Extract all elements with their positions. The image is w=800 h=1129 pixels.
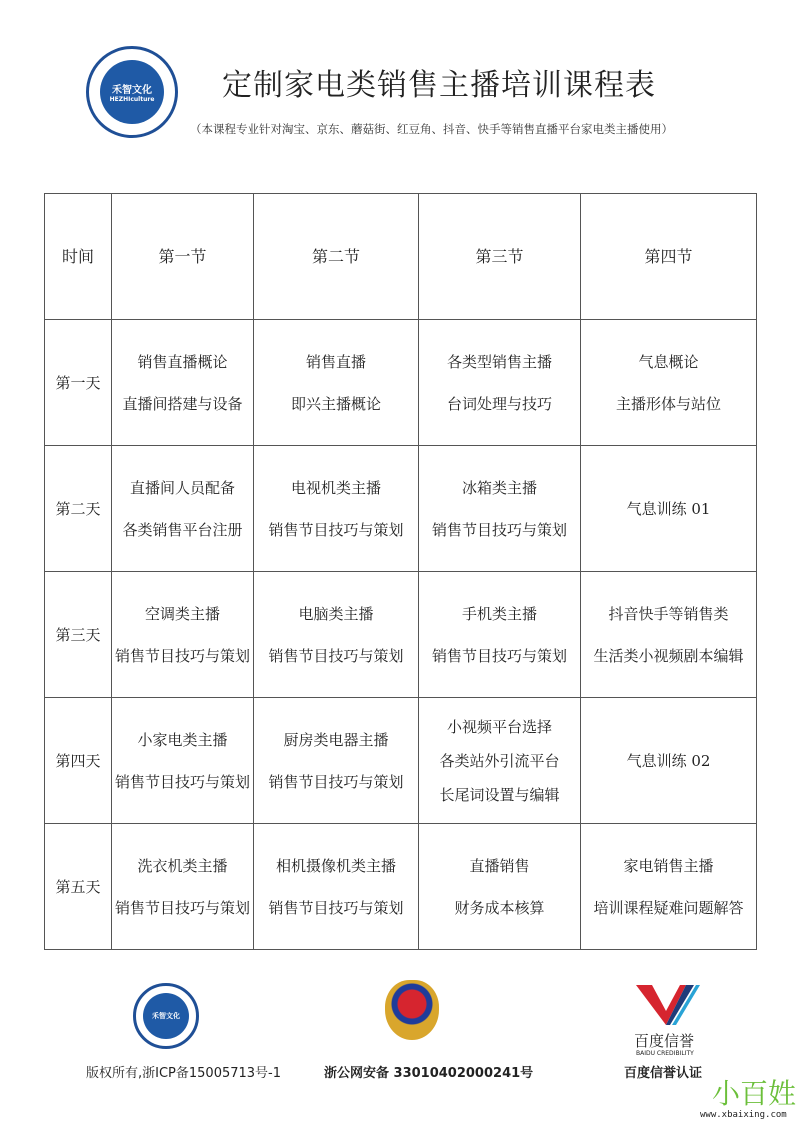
course-line: 即兴主播概论 (290, 394, 381, 413)
course-cell (581, 320, 757, 446)
baidu-credibility-logo (636, 985, 700, 1025)
course-line: 相机摄像机类主播 (275, 856, 396, 875)
course-cell (419, 824, 581, 950)
course-line: 抖音快手等销售类 (608, 604, 729, 623)
header-row (45, 194, 757, 320)
column-header: 时间 (45, 194, 112, 320)
course-cell (581, 446, 757, 572)
course-cell (419, 572, 581, 698)
course-cell (112, 446, 254, 572)
page-subtitle: （本课程专业针对淘宝、京东、蘑菇街、红豆角、抖音、快手等销售直播平台家电类主播使用） (190, 122, 673, 136)
course-cell (112, 698, 254, 824)
baidu-logo-text: 百度信誉 (634, 1032, 695, 1050)
course-line: 销售节目技巧与策划 (268, 898, 404, 917)
course-line: 直播间人员配备 (129, 478, 235, 497)
course-cell (581, 824, 757, 950)
course-line: 长尾词设置与编辑 (439, 785, 560, 804)
course-line: 台词处理与技巧 (446, 394, 552, 413)
course-line: 生活类小视频剧本编辑 (593, 646, 744, 665)
course-cell (581, 572, 757, 698)
course-line: 销售节目技巧与策划 (268, 772, 404, 791)
copyright-text: 版权所有,浙ICP备15005713号-1 (86, 1066, 282, 1081)
course-cell (254, 572, 419, 698)
course-line: 销售直播概论 (137, 352, 228, 371)
watermark-url: www.xbaixing.com (700, 1110, 787, 1120)
course-line: 气息概论 (638, 352, 699, 371)
table-row (45, 824, 757, 950)
course-line: 销售节目技巧与策划 (268, 520, 404, 539)
course-line: 各类站外引流平台 (439, 751, 560, 770)
course-cell (581, 698, 757, 824)
police-record-text: 浙公网安备 33010402000241号 (324, 1066, 534, 1081)
course-line: 电视机类主播 (290, 478, 381, 497)
course-line: 气息训练 02 (626, 751, 711, 770)
day-cell: 第二天 (45, 446, 112, 572)
table-row (45, 572, 757, 698)
course-line: 培训课程疑难问题解答 (593, 898, 744, 917)
course-line: 销售节目技巧与策划 (431, 520, 567, 539)
page-title: 定制家电类销售主播培训课程表 (222, 68, 656, 103)
table-row (45, 446, 757, 572)
course-line: 气息训练 01 (626, 499, 711, 518)
course-line: 家电销售主播 (623, 856, 714, 875)
course-line: 直播销售 (469, 856, 530, 875)
logo-text: 禾智文化 (152, 1012, 180, 1020)
course-line: 销售节目技巧与策划 (431, 646, 567, 665)
course-schedule-table (44, 193, 757, 950)
course-line: 销售节目技巧与策划 (114, 772, 250, 791)
course-line: 手机类主播 (461, 604, 537, 623)
course-cell (112, 572, 254, 698)
footer-company-logo (133, 983, 199, 1049)
day-cell: 第五天 (45, 824, 112, 950)
course-cell (254, 824, 419, 950)
column-header: 第二节 (254, 194, 419, 320)
company-logo (86, 46, 178, 138)
course-line: 各类型销售主播 (446, 352, 552, 371)
course-line: 直播间搭建与设备 (122, 394, 243, 413)
course-line: 销售节目技巧与策划 (114, 646, 250, 665)
course-line: 厨房类电器主播 (283, 730, 389, 749)
course-line: 电脑类主播 (298, 604, 374, 623)
course-cell (112, 320, 254, 446)
course-cell (419, 446, 581, 572)
watermark: 小百姓 (712, 1077, 797, 1110)
baidu-logo-en: BAIDU CREDIBILITY (636, 1050, 694, 1057)
course-line: 冰箱类主播 (461, 478, 537, 497)
course-cell (112, 824, 254, 950)
logo-text-en: HEZHIculture (109, 96, 155, 103)
logo-text: 禾智文化 (112, 85, 152, 96)
course-line: 主播形体与站位 (615, 394, 721, 413)
day-cell: 第一天 (45, 320, 112, 446)
course-cell (254, 698, 419, 824)
column-header: 第一节 (112, 194, 254, 320)
course-line: 各类销售平台注册 (122, 520, 243, 539)
course-line: 财务成本核算 (454, 898, 545, 917)
table-row (45, 698, 757, 824)
column-header: 第四节 (581, 194, 757, 320)
course-line: 销售直播 (305, 352, 366, 371)
police-emblem-icon (385, 980, 439, 1040)
course-line: 销售节目技巧与策划 (268, 646, 404, 665)
course-line: 空调类主播 (144, 604, 220, 623)
course-line: 小视频平台选择 (446, 717, 552, 736)
baidu-cert-text: 百度信誉认证 (624, 1066, 703, 1081)
table-row (45, 320, 757, 446)
course-line: 销售节目技巧与策划 (114, 898, 250, 917)
day-cell: 第四天 (45, 698, 112, 824)
course-cell (419, 698, 581, 824)
column-header: 第三节 (419, 194, 581, 320)
course-line: 小家电类主播 (137, 730, 228, 749)
course-cell (254, 320, 419, 446)
day-cell: 第三天 (45, 572, 112, 698)
course-cell (254, 446, 419, 572)
course-cell (419, 320, 581, 446)
course-line: 洗衣机类主播 (137, 856, 228, 875)
